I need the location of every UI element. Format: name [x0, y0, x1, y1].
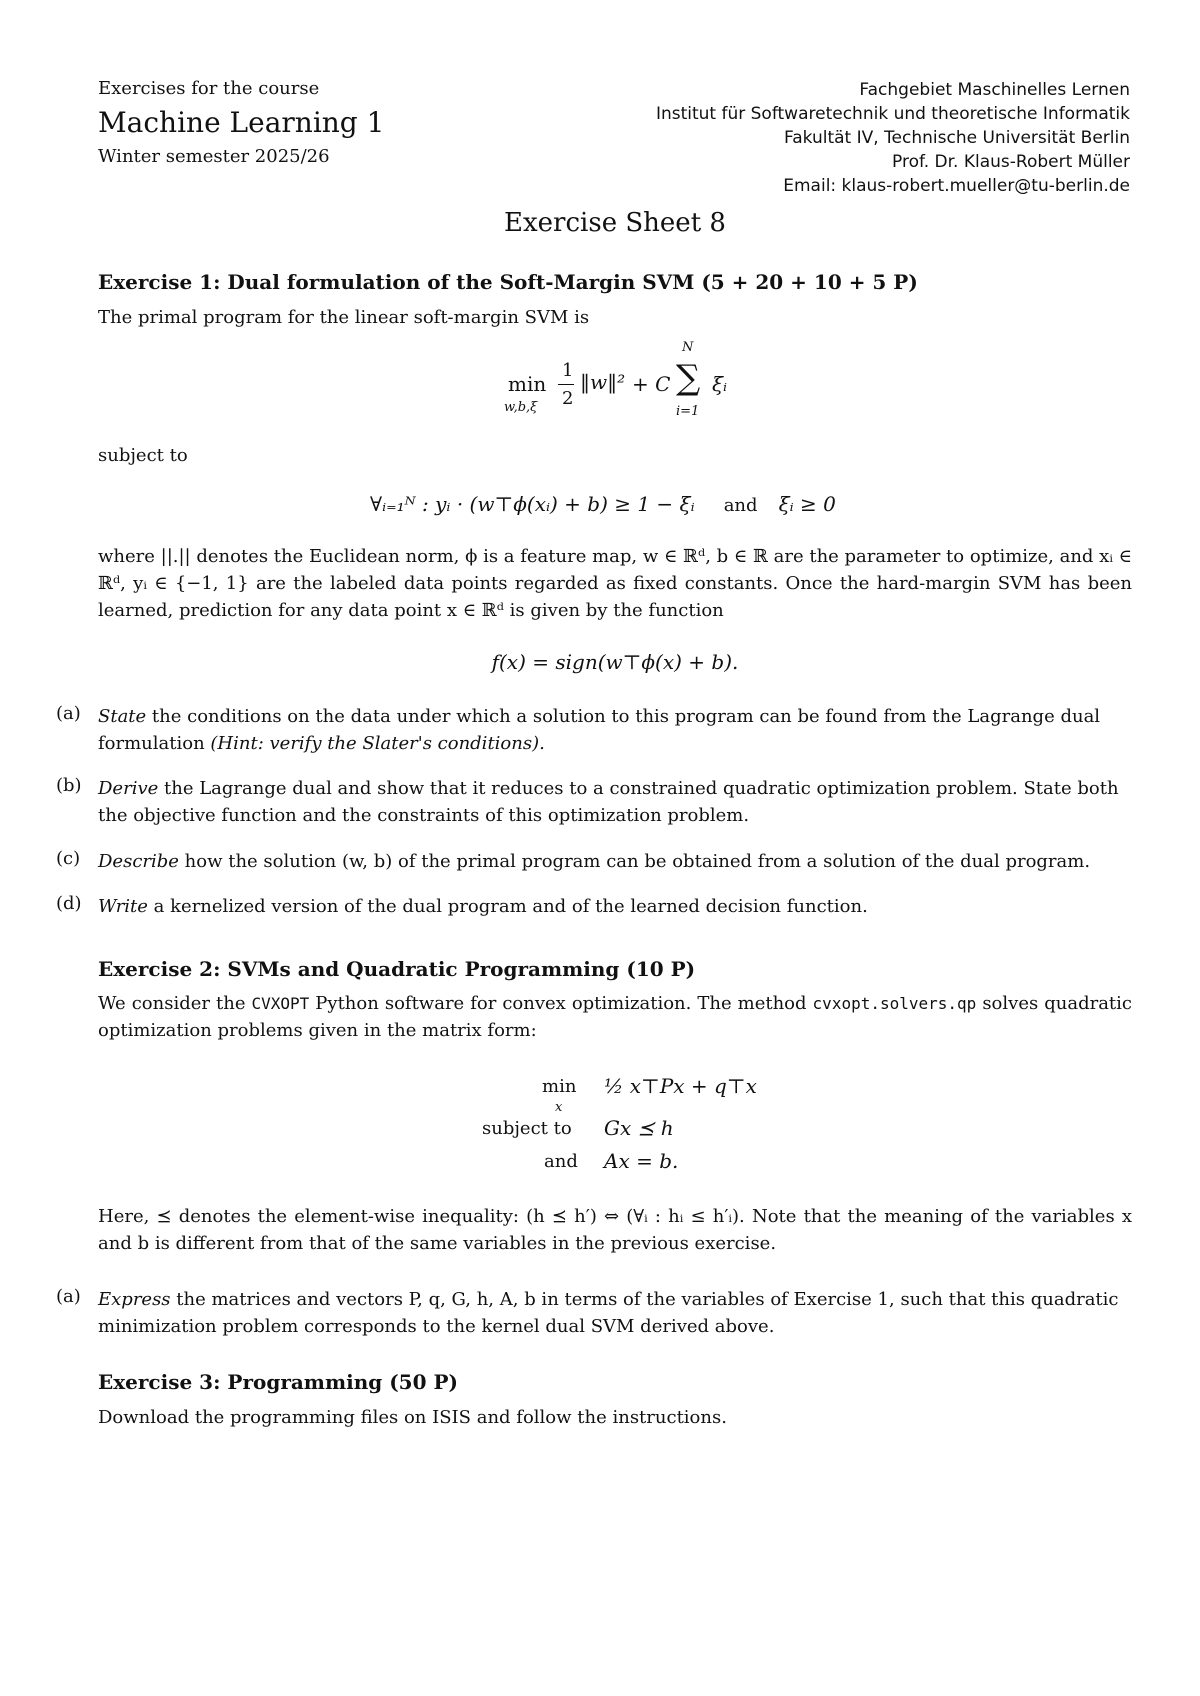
exercise-1-item-c [98, 848, 1132, 875]
exercise-2-heading: Exercise 2: SVMs and Quadratic Programming (10 P) [98, 957, 696, 981]
constraint-and: and [723, 495, 758, 516]
item-label: (a) [56, 1286, 81, 1307]
sum-lower-limit: i=1 [676, 404, 700, 419]
item-text: the matrices and vectors P, q, G, h, A, b in terms of the variables of Exercise 1, such that this quadratic minimization problem corresponds to the kernel dual SVM derived above. [98, 1289, 1119, 1337]
exercise-2-intro [98, 990, 1132, 1044]
item-text: how the solution (w, b) of the primal program can be obtained from a solution of the dual program. [178, 851, 1091, 872]
course-preface: Exercises for the course [98, 78, 320, 99]
item-verb: Write [98, 896, 148, 917]
decision-function: f(x) = sign(w⊤ϕ(x) + b). [491, 650, 739, 674]
method-name: cvxopt.solvers.qp [812, 994, 977, 1013]
sum-symbol: ∑ [676, 358, 701, 398]
exercise-1-item-d [98, 893, 1132, 920]
fraction-numerator: 1 [562, 360, 574, 381]
institution-line: Fachgebiet Maschinelles Lernen [859, 80, 1130, 100]
cvxopt-name: CVXOPT [251, 994, 310, 1013]
institution-line: Institut für Softwaretechnik und theoretische Informatik [655, 104, 1130, 124]
item-text: a kernelized version of the dual program and of the learned decision function. [147, 896, 868, 917]
intro-text: We consider the [98, 993, 252, 1014]
item-hint: (Hint: verify the Slater's conditions). [210, 733, 545, 754]
course-term: Winter semester 2025/26 [98, 146, 330, 167]
institution-line: Email: klaus-robert.mueller@tu-berlin.de [783, 176, 1130, 196]
constraint-main: ∀ᵢ₌₁ᴺ : yᵢ · (w⊤ϕ(xᵢ) + b) ≥ 1 − ξᵢ [370, 492, 695, 516]
qp-min: min [542, 1076, 577, 1097]
exercise-3-heading: Exercise 3: Programming (50 P) [98, 1370, 458, 1394]
qp-equality: Ax = b. [604, 1149, 679, 1173]
intro-text: Python software for convex optimization. The method [309, 993, 813, 1014]
course-title: Machine Learning 1 [98, 106, 385, 139]
qp-inequality: Gx ⪯ h [604, 1116, 674, 1140]
item-label: (a) [56, 703, 81, 724]
item-text: the conditions on the data under which a solution to this program can be found from the Lagrange dual formulation [98, 706, 1101, 754]
fraction-denominator: 2 [562, 388, 574, 409]
institution-block [656, 78, 1130, 198]
qp-formula [470, 1072, 770, 1182]
exercise-1-heading: Exercise 1: Dual formulation of the Soft-Margin SVM (5 + 20 + 10 + 5 P) [98, 270, 918, 294]
exercise-1-paragraph: where ||.|| denotes the Euclidean norm, ϕ is a feature map, w ∈ ℝᵈ, b ∈ ℝ are the parameter to optimize, and xᵢ ∈ ℝᵈ, yᵢ ∈ {−1, 1} are the labeled data points regarded as fixed constants. Once the hard-margin SVM has been learned, prediction for any data point x ∈ ℝᵈ is given by the function [98, 546, 1132, 621]
intro-text: solves quadratic optimization problems given in the matrix form: [98, 993, 1132, 1041]
item-text: the Lagrange dual and show that it reduces to a constrained quadratic optimization problem. State both the objective function and the constraints of this optimization problem. [98, 778, 1119, 826]
institution-line: Fakultät IV, Technische Universität Berlin [784, 128, 1130, 148]
slack-variable: ξᵢ [712, 372, 728, 396]
min-subscript: w,b,ξ [504, 400, 538, 415]
fraction-bar [558, 384, 574, 385]
primal-constraint-formula [370, 492, 870, 516]
primal-objective-formula [500, 340, 760, 426]
sheet-title: Exercise Sheet 8 [504, 208, 726, 238]
item-verb: State [98, 706, 147, 727]
norm-term: ‖w‖² [580, 370, 626, 394]
item-verb: Express [98, 1289, 171, 1310]
item-verb: Derive [98, 778, 159, 799]
constraint-slack: ξᵢ ≥ 0 [778, 492, 836, 516]
item-label: (d) [56, 893, 82, 914]
exercise-2-note: Here, ⪯ denotes the element-wise inequality: (h ⪯ h′) ⇔ (∀ᵢ : hᵢ ≤ h′ᵢ). Note that the meaning of the variables x and b is different from that of the same variables in the previous exercise. [98, 1206, 1132, 1254]
institution-line: Prof. Dr. Klaus-Robert Müller [892, 152, 1130, 172]
qp-and: and [544, 1151, 578, 1172]
exercise-1-item-b [98, 775, 1132, 829]
exercise-1-intro: The primal program for the linear soft-margin SVM is [98, 307, 590, 328]
qp-min-subscript: x [555, 1100, 563, 1115]
exercise-3-text: Download the programming files on ISIS and follow the instructions. [98, 1407, 727, 1428]
qp-subject-to: subject to [482, 1118, 572, 1139]
item-label: (c) [56, 848, 81, 869]
sum-upper-limit: N [682, 340, 694, 355]
subject-to-label: subject to [98, 445, 188, 466]
exercise-2-item-a [98, 1286, 1132, 1340]
qp-objective: ½ x⊤Px + q⊤x [604, 1074, 757, 1098]
exercise-1-item-a [98, 703, 1132, 757]
penalty-coefficient: + C [632, 372, 671, 396]
item-verb: Describe [98, 851, 179, 872]
min-operator: min [508, 372, 547, 396]
item-label: (b) [56, 775, 82, 796]
